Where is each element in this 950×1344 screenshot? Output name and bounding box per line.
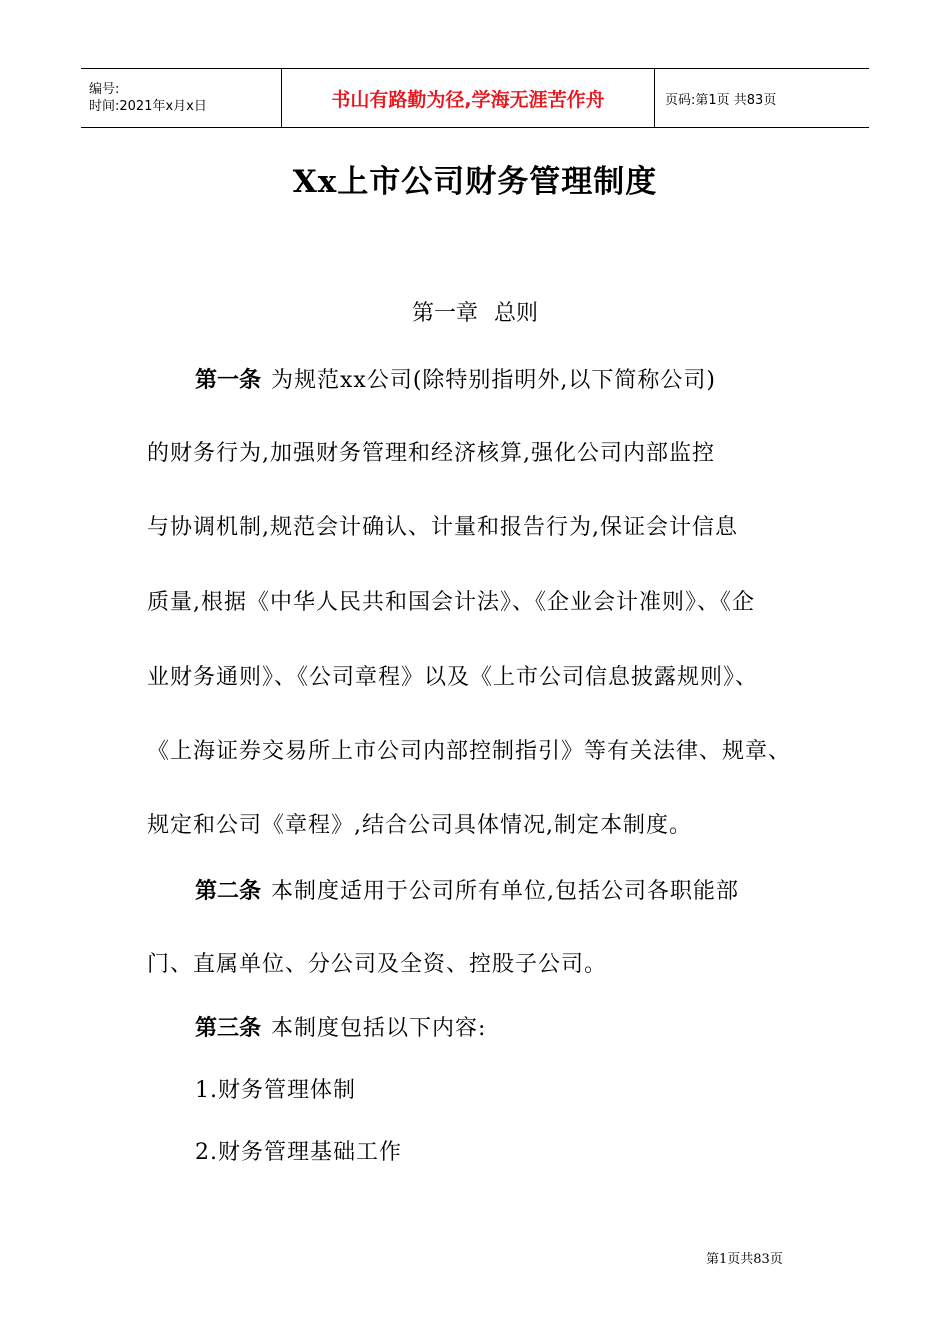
article-2-line-2: 门、直属单位、分公司及全资、控股子公司。	[147, 952, 608, 977]
article-1-line-3: 与协调机制,规范会计确认、计量和报告行为,保证会计信息	[147, 515, 738, 540]
header-meta	[81, 69, 282, 127]
header-page-info: 页码:第1页 共83页	[665, 92, 777, 108]
article-1-line-4: 质量,根据《中华人民共和国会计法》、《企业会计准则》、《企	[147, 590, 755, 615]
article-2-text: 本制度适用于公司所有单位,包括公司各职能部	[271, 879, 740, 904]
article-1-text: 为规范xx公司(除特别指明外,以下简称公司)	[271, 368, 716, 393]
chapter-name: 总则	[494, 301, 539, 326]
article-1-line-6: 《上海证券交易所上市公司内部控制指引》等有关法律、规章、	[147, 739, 792, 764]
article-1-line-1	[195, 363, 885, 394]
article-3-text: 本制度包括以下内容:	[271, 1016, 487, 1041]
header-time-label: 时间:2021年x月x日	[89, 99, 207, 114]
article-2-line-1	[195, 874, 885, 905]
page-header	[81, 68, 869, 128]
header-motto-cell	[282, 69, 655, 127]
article-3-line-1	[195, 1011, 885, 1042]
header-number-label: 编号:	[89, 82, 120, 97]
chapter-number: 第一章	[411, 301, 478, 326]
header-motto: 书山有路勤为径,学海无涯苦作舟	[331, 88, 605, 111]
page-footer: 第1页共83页	[706, 1252, 783, 1267]
article-3-label: 第三条	[195, 1016, 262, 1041]
article-3-item-1: 1.财务管理体制	[195, 1078, 356, 1103]
article-1-label: 第一条	[195, 368, 262, 393]
article-2-label: 第二条	[195, 879, 262, 904]
article-1-line-7: 规定和公司《章程》,结合公司具体情况,制定本制度。	[147, 813, 692, 838]
article-1-line-5: 业财务通则》、《公司章程》以及《上市公司信息披露规则》、	[147, 665, 759, 690]
article-1-line-2: 的财务行为,加强财务管理和经济核算,强化公司内部监控	[147, 441, 715, 466]
article-3-item-2: 2.财务管理基础工作	[195, 1140, 402, 1165]
document-title: Xx上市公司财务管理制度	[292, 164, 658, 200]
chapter-heading	[0, 296, 950, 327]
